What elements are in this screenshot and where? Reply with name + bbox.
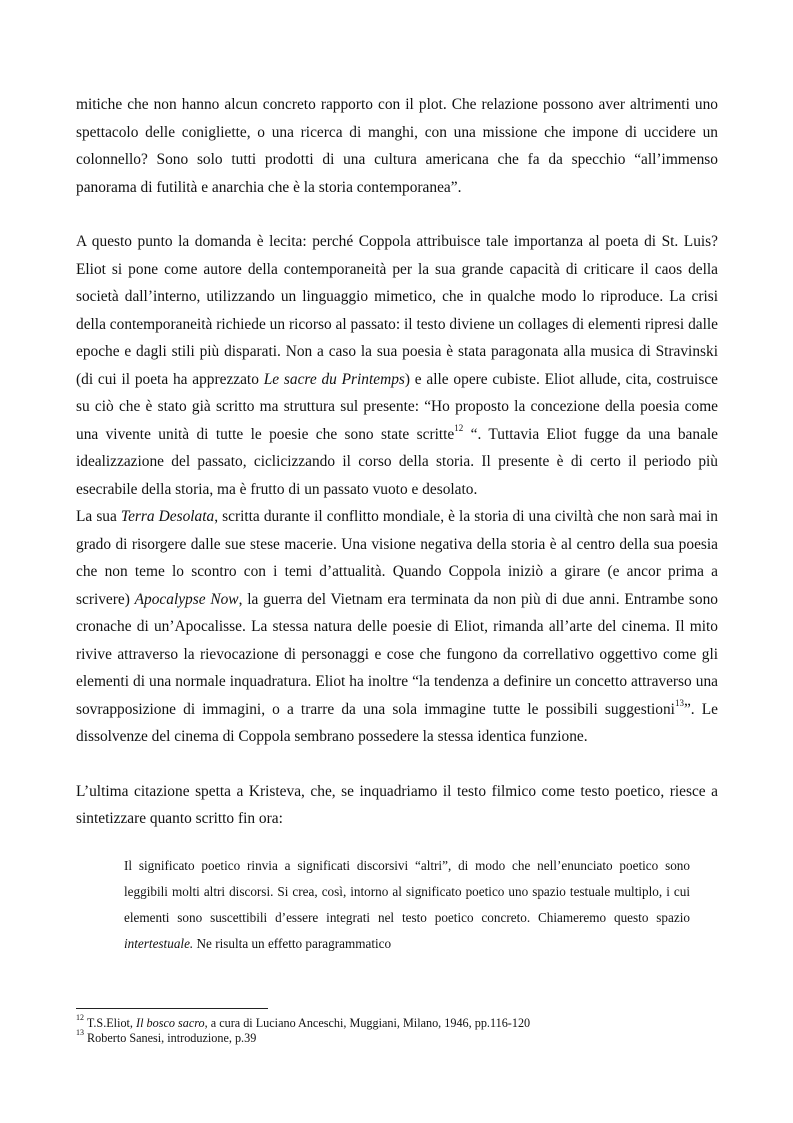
paragraph-2-text-a: A questo punto la domanda è lecita: perché Coppola attribuisce tale importanza al poeta di St. Luis? Eliot si pone come autore della contemporaneità per la sua grande capacità di criticare il caos della società dall’interno, utilizzando un linguaggio mimetico, che in qualche modo lo riproduce. La crisi della contemporaneità richiede un ricorso al passato: il testo diviene un collages di elementi ripresi dalle epoche e dagli stili più disparati. Non a caso la sua poesia è stata paragonata alla musica di Stravinski (di cui il poeta ha apprezzato	[76, 233, 718, 388]
work-title-terra-desolata: Terra Desolata	[120, 508, 215, 525]
paragraph-1	[76, 91, 718, 201]
footnote-12-text-a: T.S.Eliot,	[84, 1016, 137, 1030]
footnote-13	[76, 1027, 257, 1045]
footnote-13-text: Roberto Sanesi, introduzione, p.39	[84, 1031, 257, 1045]
footnote-separator	[76, 1008, 268, 1009]
work-title-sacre: Le sacre du Printemps	[263, 370, 405, 388]
paragraph-1-text: mitiche che non hanno alcun concreto rapporto con il plot. Che relazione possono aver altrimenti uno spettacolo delle conigliette, o una ricerca di manghi, con una missione che impone di uccidere un colonnello? Sono solo tutti prodotti di una cultura americana che fa da specchio “all’immenso panorama di futilità e anarchia che è la storia contemporanea”.	[76, 96, 718, 196]
quote-gap	[76, 833, 718, 853]
quote-text-a: Il significato poetico rinvia a significati discorsivi “altri”, di modo che nell’enunciato poetico sono leggibili molti altri discorsi. Si crea, così, intorno al significato poetico uno spazio testuale multiplo, i cui elementi sono suscettibili d’essere integrati nel testo poetico concreto. Chiameremo questo spazio	[124, 857, 690, 925]
block-quote-kristeva	[124, 853, 690, 957]
footnote-12	[76, 1012, 531, 1030]
work-title-apocalypse-now: Apocalypse Now	[134, 590, 239, 608]
paragraph-gap	[76, 751, 718, 778]
footnote-ref-13[interactable]: 13	[674, 698, 684, 709]
footnote-number: 12	[76, 1012, 84, 1022]
paragraph-4	[76, 778, 718, 833]
footnote-number: 13	[76, 1027, 84, 1037]
quote-text-b: Ne risulta un effetto paragrammatico	[193, 935, 392, 951]
paragraph-3	[76, 503, 718, 751]
paragraph-3-text-d: ”. Le dissolvenze del cinema di Coppola sembrano possedere la stessa identica funzione.	[76, 700, 718, 745]
quote-term-intertestuale: intertestuale.	[124, 935, 194, 951]
footnote-ref-12[interactable]: 12	[454, 423, 464, 434]
footnote-12-text-b: , a cura di Luciano Anceschi, Muggiani, Milano, 1946, pp.116-120	[204, 1016, 531, 1030]
paragraph-3-text-a: La sua	[76, 508, 121, 525]
paragraph-2	[76, 228, 718, 503]
paragraph-3-text-b: , scritta durante il conflitto mondiale, è la storia di una civiltà che non sarà mai in grado di risorgere dalle sue stese macerie. Una visione negativa della storia è al centro della sua poesia che non teme lo scontro con i temi d’attualità. Quando Coppola iniziò a girare (e ancor prima a scrivere)	[76, 508, 718, 608]
footnote-12-title: Il bosco sacro	[136, 1016, 205, 1030]
document-body	[76, 91, 718, 957]
paragraph-gap	[76, 201, 718, 228]
paragraph-4-text: L’ultima citazione spetta a Kristeva, che, se inquadriamo il testo filmico come testo poetico, riesce a sintetizzare quanto scritto fin ora:	[76, 782, 718, 827]
paragraph-2-text-c: “. Tuttavia Eliot fugge da una banale idealizzazione del passato, ciclicizzando il corso della storia. Il presente è di certo il periodo più esecrabile della storia, ma è frutto di un passato vuoto e desolato.	[76, 425, 719, 498]
paragraph-2-text-b: ) e alle opere cubiste. Eliot allude, cita, costruisce su ciò che è stato già scritto ma struttura sul presente: “Ho proposto la concezione della poesia come una vivente unità di tutte le poesie che sono state scritte	[76, 370, 718, 443]
paragraph-3-text-c: , la guerra del Vietnam era terminata da non più di due anni. Entrambe sono cronache di un’Apocalisse. La stessa natura delle poesie di Eliot, rimanda all’arte del cinema. Il mito rivive attraverso la rievocazione di personaggi e cose che fungono da correllativo oggettivo come gli elementi di una normale inquadratura. Eliot ha inoltre “la tendenza a definire un concetto attraverso una sovrapposizione di immagini, o a trarre da una sola immagine tutte le possibili suggestioni	[76, 590, 719, 718]
